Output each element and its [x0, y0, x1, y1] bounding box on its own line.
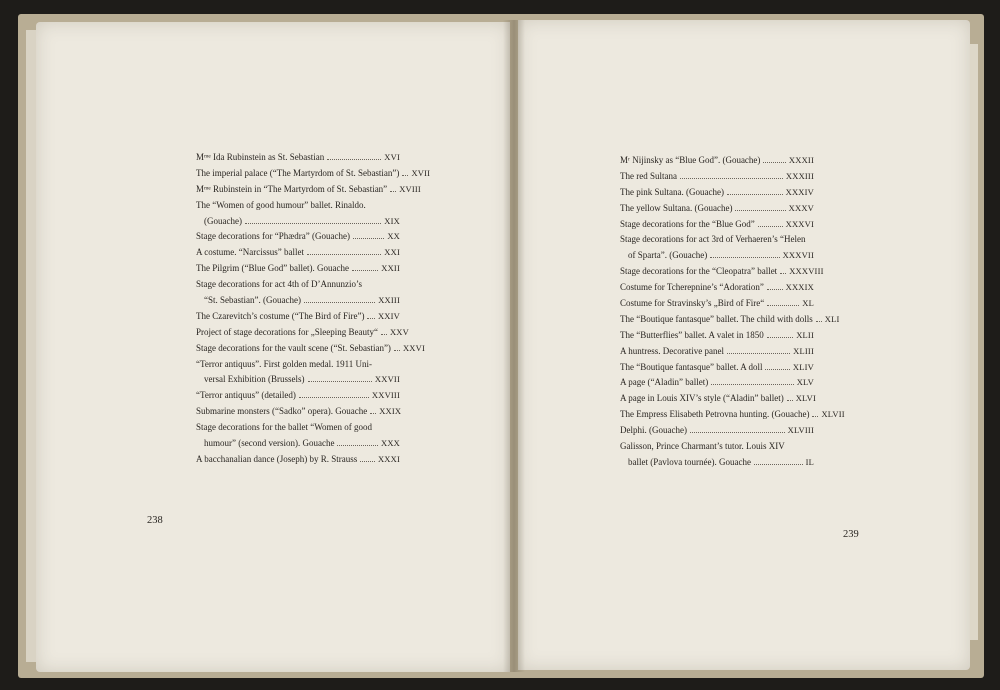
plate-numeral: XLVI — [795, 393, 817, 404]
dot-leader — [767, 337, 793, 338]
plate-title: A huntress. Decorative panel — [620, 345, 724, 356]
dot-leader — [245, 223, 381, 224]
dot-leader — [812, 416, 818, 417]
dot-leader — [727, 353, 790, 354]
plate-title: Stage decorations for act 4th of D’Annunzio’s — [196, 279, 362, 290]
plate-entry-line — [196, 309, 400, 325]
dot-leader — [787, 400, 793, 401]
plate-numeral: XLVIII — [787, 425, 814, 436]
book-gutter — [503, 20, 525, 672]
plate-entry-line — [620, 455, 814, 471]
plate-entry — [196, 404, 400, 420]
plate-title: The Czarevitch’s costume (“The Bird of Fire”) — [196, 310, 365, 321]
dot-leader — [304, 302, 375, 303]
plate-entry-line — [196, 166, 431, 182]
dot-leader — [710, 257, 779, 258]
plate-numeral: XL — [802, 298, 814, 309]
plate-numeral: XXXVII — [782, 250, 814, 261]
plate-entry — [620, 328, 814, 344]
plate-title: The yellow Sultana. (Gouache) — [620, 202, 733, 213]
plate-numeral: XXXVI — [785, 218, 814, 229]
dot-leader — [394, 350, 400, 351]
plate-entry — [620, 232, 814, 264]
dot-leader — [299, 397, 369, 398]
plate-numeral: XXVI — [402, 342, 425, 353]
dot-leader — [767, 289, 783, 290]
dot-leader — [360, 461, 375, 462]
plate-title: The “Boutique fantasque” ballet. A doll — [620, 361, 763, 372]
plate-numeral: XXIII — [378, 295, 400, 306]
plate-title: The Pilgrim (“Blue God” ballet). Gouache — [196, 263, 349, 274]
plate-title: Delphi. (Gouache) — [620, 425, 687, 436]
plate-entry-line — [620, 296, 814, 312]
plate-entry-line — [196, 214, 400, 230]
plate-entry — [620, 169, 814, 185]
plate-title: A bacchanalian dance (Joseph) by R. Strauss — [196, 453, 358, 464]
plate-entry — [196, 341, 425, 357]
plate-numeral: XXI — [384, 247, 400, 258]
plate-title: Stage decorations for the vault scene (“St. Sebastian”) — [196, 342, 391, 353]
plate-entry — [196, 150, 400, 166]
plate-title: versal Exhibition (Brussels) — [204, 374, 305, 385]
plate-title: A page (“Aladin” ballet) — [620, 377, 709, 388]
dot-leader — [308, 381, 372, 382]
plate-entry-line — [196, 182, 421, 198]
plate-title: Submarine monsters (“Sadko” opera). Gouache — [196, 406, 368, 417]
plate-title: Project of stage decorations for „Sleeping Beauty“ — [196, 326, 378, 337]
dot-leader — [727, 194, 783, 195]
dot-leader — [758, 226, 783, 227]
plate-numeral: XXV — [389, 326, 409, 337]
plate-numeral: XXXIX — [785, 282, 814, 293]
dot-leader — [367, 318, 375, 319]
page-number-right: 239 — [843, 529, 859, 540]
plate-entry-line — [196, 436, 400, 452]
plate-entry-line — [196, 229, 400, 245]
plate-title: “St. Sebastian”. (Gouache) — [204, 295, 301, 306]
dot-leader — [352, 270, 378, 271]
dot-leader — [307, 254, 381, 255]
plate-entry-line — [620, 280, 814, 296]
plate-entry-line — [196, 341, 425, 357]
plate-title: of Sparta”. (Gouache) — [628, 250, 708, 261]
plate-title: Costume for Tcherepnine’s “Adoration” — [620, 282, 764, 293]
plate-entry — [620, 185, 814, 201]
dot-leader — [390, 191, 396, 192]
plate-numeral: XXXIII — [785, 170, 814, 181]
plate-numeral: XX — [387, 231, 400, 242]
plate-title: Mʳ Nijinsky as “Blue God”. (Gouache) — [620, 155, 761, 165]
plate-entry-line — [620, 264, 824, 280]
plate-numeral: XXVII — [374, 374, 400, 385]
plate-numeral: XVI — [384, 152, 400, 162]
plate-entry-line — [620, 407, 845, 423]
plate-entry-line — [620, 439, 814, 455]
plate-numeral: XXVIII — [371, 390, 400, 401]
plate-title: humour” (second version). Gouache — [204, 438, 335, 449]
plate-numeral: XXIV — [377, 310, 400, 321]
plate-entry — [196, 357, 400, 389]
plate-numeral: XLI — [824, 313, 840, 324]
plate-title: Mᵐᵉ Rubinstein in “The Martyrdom of St. Sebastian” — [196, 183, 388, 194]
plate-title: The red Sultana — [620, 170, 677, 181]
dot-leader — [711, 384, 793, 385]
plate-entry-line — [620, 312, 840, 328]
plate-entry-line — [620, 185, 814, 201]
plate-entry-line — [620, 217, 814, 233]
plate-entry-line — [196, 325, 409, 341]
plate-entry-line — [620, 423, 814, 439]
dot-leader — [327, 159, 381, 160]
plate-entry — [196, 245, 400, 261]
plate-numeral: XVIII — [399, 183, 421, 194]
plate-entry — [196, 229, 400, 245]
dot-leader — [680, 178, 783, 179]
plate-numeral: XLIV — [792, 361, 814, 372]
plate-entry — [196, 309, 400, 325]
plate-entry — [196, 182, 421, 198]
plate-entry — [620, 344, 814, 360]
plate-entry-line — [196, 198, 400, 214]
plate-entry — [620, 264, 824, 280]
plate-title: Mᵐᵉ Ida Rubinstein as St. Sebastian — [196, 152, 325, 162]
dot-leader — [763, 162, 785, 163]
plate-entry-line — [196, 245, 400, 261]
plate-entry — [196, 166, 431, 182]
dot-leader — [735, 210, 785, 211]
dot-leader — [337, 445, 378, 446]
plate-title: ballet (Pavlova tournée). Gouache — [628, 456, 751, 467]
plate-numeral: XVII — [411, 167, 431, 178]
plate-entry-line — [620, 344, 814, 360]
dot-leader — [816, 321, 822, 322]
plate-entry — [196, 452, 400, 468]
plate-entry — [620, 280, 814, 296]
plate-entry-line — [196, 452, 400, 468]
plate-numeral: XXX — [380, 438, 400, 449]
plate-entry-line — [196, 357, 400, 373]
dot-leader — [370, 413, 376, 414]
left-plate-list — [196, 150, 431, 468]
plate-title: Stage decorations for the ballet “Women of good — [196, 422, 372, 433]
plate-entry — [620, 391, 817, 407]
plate-entry — [620, 201, 814, 217]
plate-entry-line — [620, 328, 814, 344]
plate-numeral: XXXI — [377, 453, 400, 464]
plate-numeral: XLIII — [793, 345, 814, 356]
plate-numeral: XLV — [796, 377, 814, 388]
plate-entry — [620, 296, 814, 312]
plate-numeral: XXXVIII — [789, 266, 824, 277]
plate-entry — [620, 375, 814, 391]
dot-leader — [765, 369, 789, 370]
plate-entry — [196, 277, 400, 309]
plate-entry-line — [196, 372, 400, 388]
plate-title: The “Butterflies” ballet. A valet in 1850 — [620, 329, 764, 340]
plate-entry — [196, 420, 400, 452]
dot-leader — [754, 464, 803, 465]
plate-title: The “Women of good humour” ballet. Rinaldo. — [196, 199, 366, 210]
plate-entry — [196, 388, 400, 404]
plate-entry-line — [620, 360, 814, 376]
plate-title: Stage decorations for “Phædra” (Gouache) — [196, 231, 350, 242]
plate-title: Galisson, Prince Charmant’s tutor. Louis XIV — [620, 441, 785, 452]
plate-title: Costume for Stravinsky’s „Bird of Fire“ — [620, 298, 765, 309]
plate-title: (Gouache) — [204, 215, 242, 226]
plate-title: Stage decorations for the “Blue God” — [620, 218, 755, 229]
plate-entry — [620, 312, 840, 328]
plate-entry-line — [196, 388, 400, 404]
plate-title: A costume. “Narcissus” ballet — [196, 247, 304, 258]
plate-title: “Terror antiquus”. First golden medal. 1911 Uni- — [196, 358, 372, 369]
plate-entry-line — [620, 248, 814, 264]
dot-leader — [767, 305, 799, 306]
plate-numeral: XLVII — [821, 409, 845, 420]
page-number-left: 238 — [147, 515, 163, 526]
dot-leader — [381, 334, 387, 335]
plate-entry-line — [620, 153, 814, 169]
plate-entry — [620, 439, 814, 471]
plate-entry-line — [196, 404, 400, 420]
plate-numeral: XXXII — [788, 155, 814, 165]
plate-numeral: XLII — [796, 329, 814, 340]
plate-entry-line — [620, 232, 814, 248]
plate-entry-line — [196, 261, 400, 277]
plate-title: The Empress Elisabeth Petrovna hunting. (Gouache) — [620, 409, 810, 420]
dot-leader — [780, 273, 786, 274]
dot-leader — [690, 432, 785, 433]
plate-title: The “Boutique fantasque” ballet. The child with dolls — [620, 313, 813, 324]
plate-numeral: IL — [805, 456, 814, 467]
plate-entry-line — [196, 293, 400, 309]
plate-entry — [620, 153, 814, 169]
dot-leader — [353, 238, 384, 239]
plate-title: Stage decorations for act 3rd of Verhaeren’s “Helen — [620, 234, 806, 245]
plate-entry-line — [620, 169, 814, 185]
plate-entry — [620, 360, 814, 376]
plate-entry — [196, 325, 409, 341]
plate-title: Stage decorations for the “Cleopatra” ballet — [620, 266, 778, 277]
plate-title: The pink Sultana. (Gouache) — [620, 186, 724, 197]
plate-numeral: XXII — [381, 263, 400, 274]
plate-numeral: XXXIV — [785, 186, 814, 197]
plate-entry — [620, 407, 845, 423]
plate-entry-line — [620, 375, 814, 391]
plate-entry — [620, 423, 814, 439]
plate-title: “Terror antiquus” (detailed) — [196, 390, 296, 401]
plate-entry-line — [620, 201, 814, 217]
plate-entry — [196, 198, 400, 230]
plate-entry-line — [196, 277, 400, 293]
plate-title: A page in Louis XIV’s style (“Aladin” ballet) — [620, 393, 784, 404]
dot-leader — [402, 175, 408, 176]
plate-entry-line — [196, 420, 400, 436]
plate-entry — [620, 217, 814, 233]
plate-entry-line — [620, 391, 817, 407]
plate-title: The imperial palace (“The Martyrdom of St. Sebastian”) — [196, 167, 400, 178]
plate-entry-line — [196, 150, 400, 166]
plate-entry — [196, 261, 400, 277]
plate-numeral: XXXV — [788, 202, 814, 213]
right-plate-list — [620, 153, 845, 471]
plate-numeral: XXIX — [379, 406, 402, 417]
plate-numeral: XIX — [384, 215, 400, 226]
